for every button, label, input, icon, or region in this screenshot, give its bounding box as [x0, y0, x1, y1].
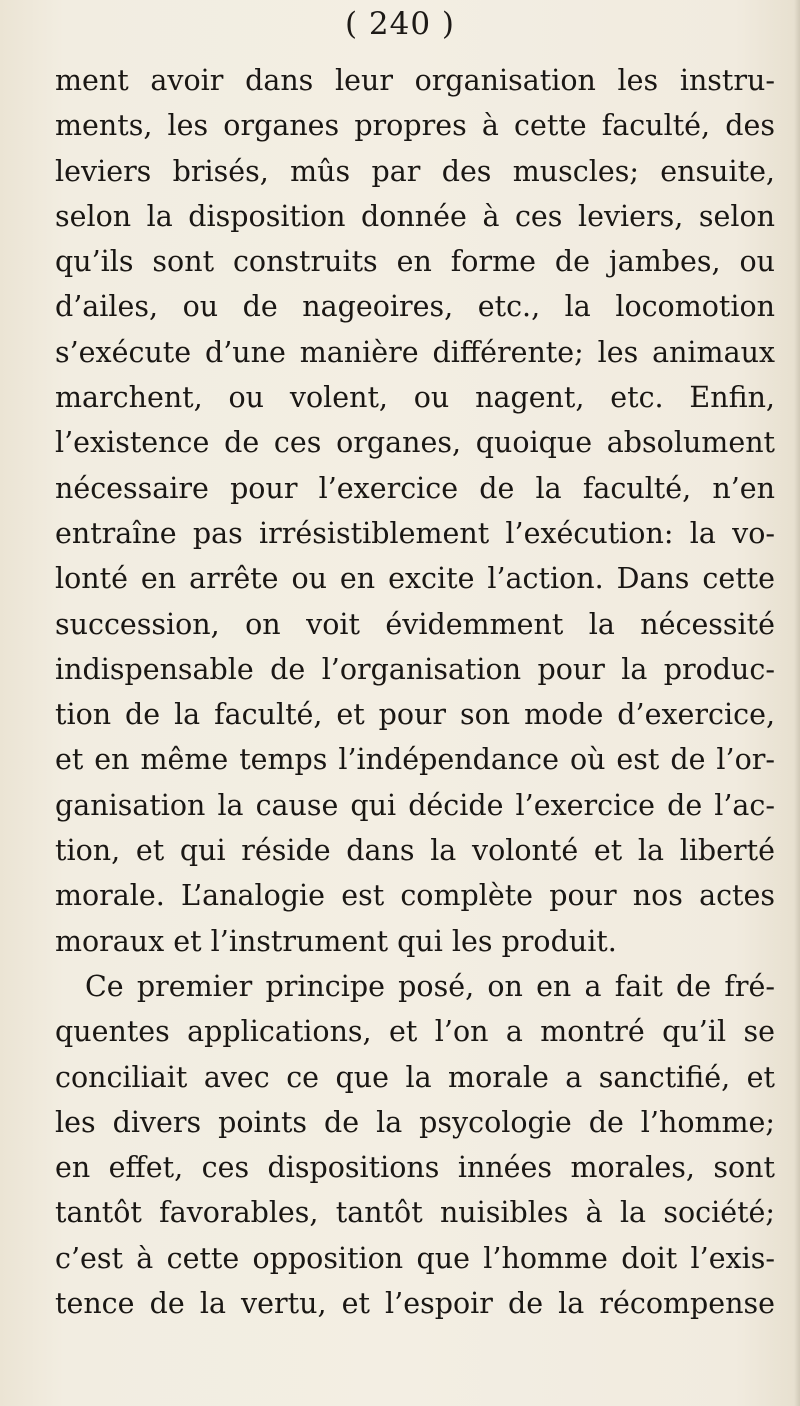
text-line-14: indispensable de l’organisation pour la produc- — [55, 652, 775, 686]
text-line-15: tion de la faculté, et pour son mode d’exercice, — [55, 698, 775, 732]
text-line-4: selon la disposition donnée à ces leviers, selon — [55, 199, 775, 233]
text-line-28: tence de la vertu, et l’espoir de la récompense — [55, 1287, 775, 1321]
text-line-18: tion, et qui réside dans la volonté et la liberté — [55, 834, 775, 868]
text-line-26: tantôt favorables, tantôt nuisibles à la société; — [55, 1196, 775, 1230]
text-line-17: ganisation la cause qui décide l’exercice de l’ac- — [55, 788, 775, 822]
text-line-5: qu’ils sont construits en forme de jambes, ou — [55, 245, 775, 279]
text-line-1: ment avoir dans leur organisation les instru- — [55, 64, 775, 97]
page-edge-shadow — [794, 0, 800, 1406]
text-line-7: s’exécute d’une manière différente; les animaux — [55, 335, 775, 369]
text-line-22: quentes applications, et l’on a montré qu’il se — [55, 1015, 775, 1049]
text-line-11: entraîne pas irrésistiblement l’exécution: la vo- — [55, 516, 775, 550]
text-line-27: c’est à cette opposition que l’homme doit l’exis- — [55, 1241, 775, 1275]
text-line-21: Ce premier principe posé, on en a fait de fré- — [85, 969, 775, 1003]
text-line-6: d’ailes, ou de nageoires, etc., la locomotion — [55, 290, 775, 324]
page-number: ( 240 ) — [344, 6, 456, 42]
text-line-20: moraux et l’instrument qui les produit. — [55, 924, 617, 958]
text-line-12: lonté en arrête ou en excite l’action. Dans cette — [55, 562, 775, 596]
text-line-8: marchent, ou volent, ou nagent, etc. Enfin, — [55, 381, 775, 415]
text-line-13: succession, on voit évidemment la nécessité — [55, 607, 775, 641]
text-line-3: leviers brisés, mûs par des muscles; ensuite, — [55, 154, 775, 188]
text-line-16: et en même temps l’indépendance où est de l’or- — [55, 743, 775, 777]
text-line-25: en effet, ces dispositions innées morales, sont — [55, 1151, 775, 1185]
text-line-2: ments, les organes propres à cette faculté, des — [55, 109, 775, 143]
text-line-10: nécessaire pour l’exercice de la faculté, n’en — [55, 471, 775, 505]
body-text — [55, 58, 775, 1326]
text-line-19: morale. L’analogie est complète pour nos actes — [55, 879, 775, 913]
text-line-9: l’existence de ces organes, quoique absolument — [55, 426, 775, 460]
text-line-23: conciliait avec ce que la morale a sanctifié, et — [55, 1060, 775, 1094]
text-line-24: les divers points de la psycologie de l’homme; — [55, 1105, 775, 1139]
